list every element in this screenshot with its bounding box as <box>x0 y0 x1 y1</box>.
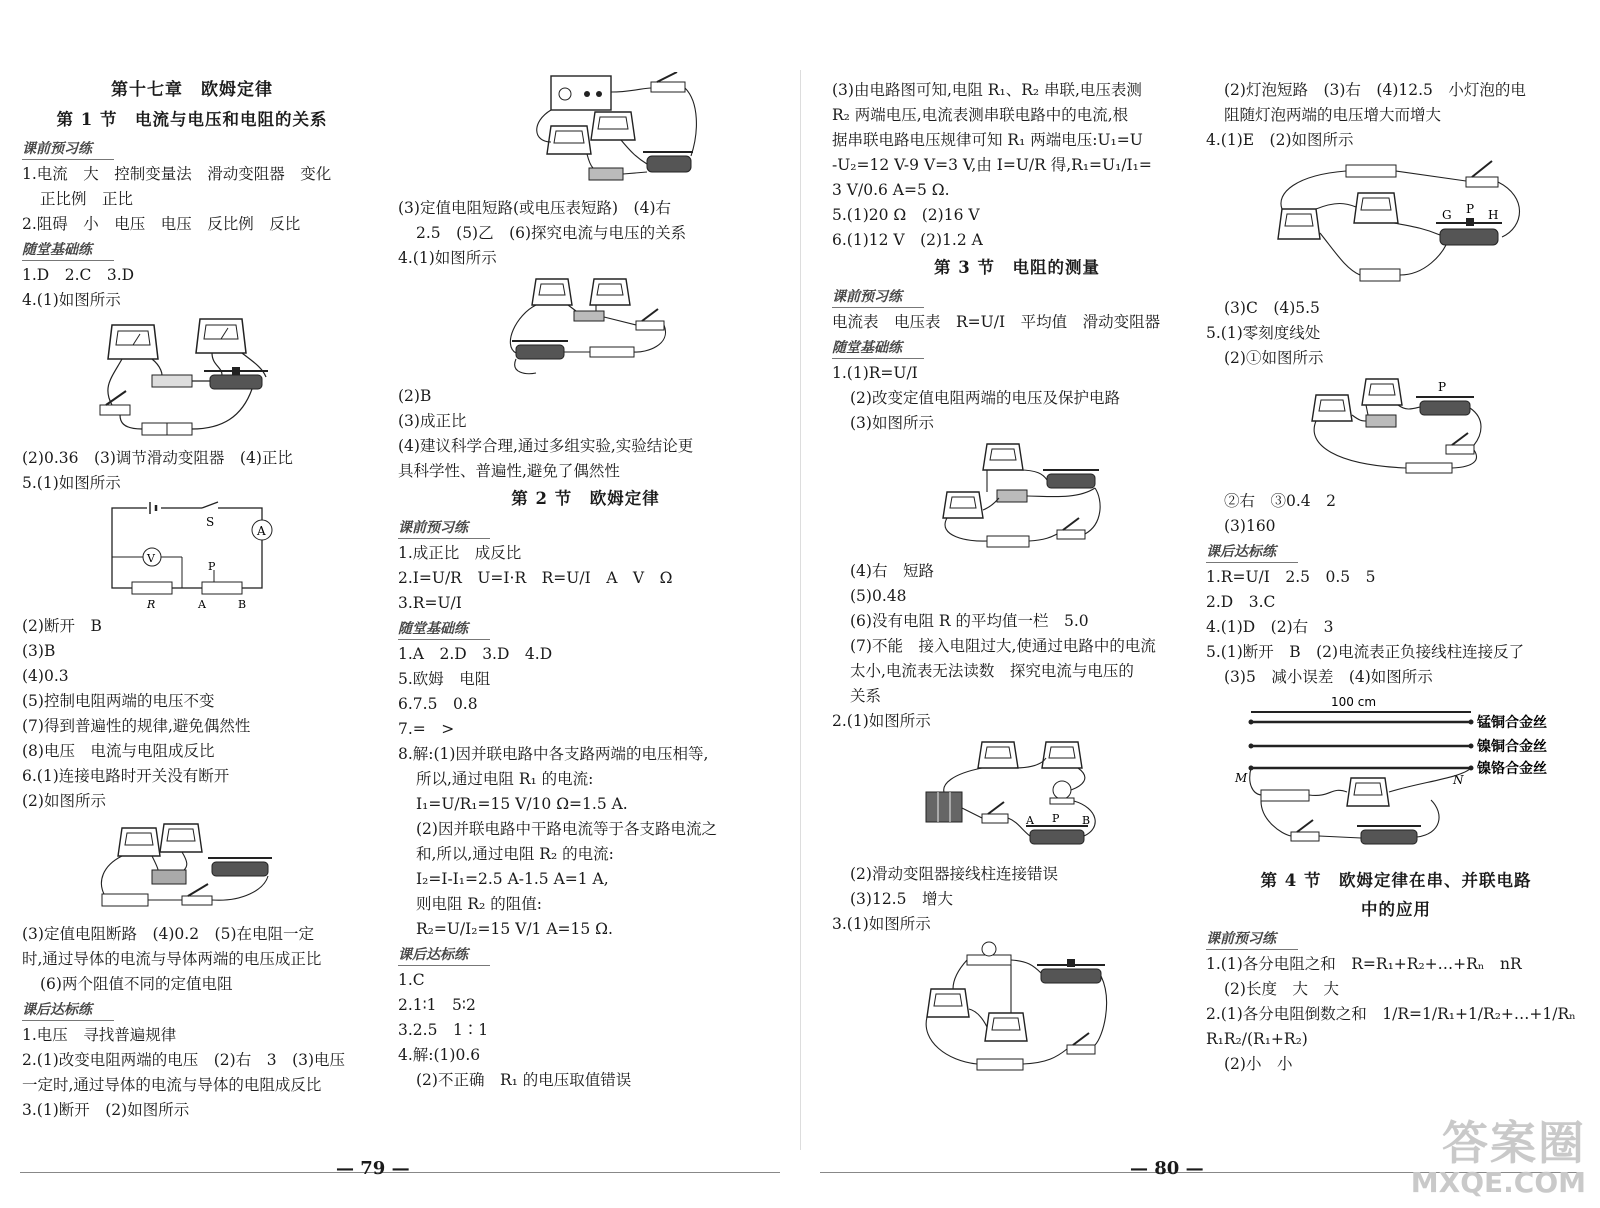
switch-icon <box>1057 518 1085 539</box>
answer-line: 8.解:(1)因并联电路中各支路两端的电压相等, <box>398 745 709 763</box>
answer-line: (2)断开 B <box>22 617 102 635</box>
answer-line: 4.(1)E (2)如图所示 <box>1206 131 1354 149</box>
terminal-a-label: A <box>1026 814 1034 827</box>
circuit-figure <box>92 317 292 442</box>
ammeter-icon <box>943 492 983 518</box>
wire3-label: 镍铬合金丝 <box>1477 761 1547 777</box>
answer-line: 则电阻 R₂ 的阻值: <box>416 895 542 913</box>
tag-after: 课后达标练 <box>22 1000 114 1021</box>
answer-line: (2)不正确 R₁ 的电压取值错误 <box>416 1071 632 1089</box>
answer-line: (6)两个阻值不同的定值电阻 <box>40 975 233 993</box>
answer-line: (2)灯泡短路 (3)右 (4)12.5 小灯泡的电 <box>1224 81 1526 99</box>
answer-line: (2)改变定值电阻两端的电压及保护电路 <box>850 389 1120 407</box>
switch-icon <box>1067 1033 1095 1054</box>
answer-line: (2)长度 大 大 <box>1224 980 1339 998</box>
column-1 <box>22 78 362 1123</box>
page-number-left: — 79 — <box>336 1158 410 1179</box>
answer-line: (2)因并联电路中干路电流等于各支路电流之 <box>416 820 717 838</box>
wire-length-label: 100 cm <box>1331 695 1377 709</box>
answer-line: 1.电压 寻找普遍规律 <box>22 1026 177 1044</box>
answer-line: (2)小 小 <box>1224 1055 1293 1073</box>
answer-line: 6.7.5 0.8 <box>398 695 478 713</box>
voltmeter-icon <box>591 112 635 140</box>
answer-line: 2.I=U/R U=I·R R=U/I A V Ω <box>398 569 673 587</box>
battery-icon <box>590 347 634 357</box>
answer-line: (5)0.48 <box>850 587 907 605</box>
answer-line: 3.(1)断开 (2)如图所示 <box>22 1101 190 1119</box>
voltmeter-icon <box>108 325 158 359</box>
switch-icon <box>636 309 664 330</box>
answer-line: 所以,通过电阻 R₁ 的电流: <box>416 770 594 788</box>
answer-line: 5.(1)零刻度线处 <box>1206 324 1321 342</box>
voltmeter-icon <box>1042 742 1082 768</box>
answer-line: 1.C <box>398 971 425 989</box>
resistor-icon <box>152 870 186 884</box>
answer-line: 4.解:(1)0.6 <box>398 1046 481 1064</box>
answer-line: 2.(1)如图所示 <box>832 712 931 730</box>
slider-label: P <box>1052 812 1060 825</box>
tag-basic: 随堂基础练 <box>22 240 114 261</box>
switch-icon <box>1446 433 1474 454</box>
ammeter-icon <box>532 279 572 305</box>
answer-line: 2.5 (5)乙 (6)探究电流与电压的关系 <box>416 224 687 242</box>
answer-line: (3)由电路图可知,电阻 R₁、R₂ 串联,电压表测 <box>832 81 1142 99</box>
battery-icon <box>977 1059 1023 1070</box>
switch-icon <box>182 884 212 905</box>
voltmeter-icon <box>1354 193 1398 223</box>
answer-line: (3)12.5 增大 <box>850 890 953 908</box>
terminal-p-label: P <box>1466 202 1475 216</box>
ammeter-symbol: A <box>257 524 266 538</box>
answer-line: R₁R₂/(R₁+R₂) <box>1206 1030 1308 1048</box>
answer-line: 1.R=U/I 2.5 0.5 5 <box>1206 568 1376 586</box>
circuit-figure <box>496 275 676 380</box>
answer-line: 1.A 2.D 3.D 4.D <box>398 645 553 663</box>
voltmeter-symbol: V <box>147 552 155 565</box>
answer-line: (4)0.3 <box>22 667 69 685</box>
answer-line: 3.2.5 1∶1 <box>398 1021 489 1039</box>
answer-line: (8)电压 电流与电阻成反比 <box>22 742 215 760</box>
voltmeter-icon <box>985 1013 1027 1041</box>
answer-line: 和,所以,通过电阻 R₂ 的电流: <box>416 845 614 863</box>
answer-line: 3.R=U/I <box>398 594 462 612</box>
answer-line: 2.(1)各分电阻倒数之和 1/R=1/R₁+1/R₂+…+1/Rₙ <box>1206 1005 1576 1023</box>
section-title-3: 第 3 节 电阻的测量 <box>934 258 1100 277</box>
tag-preview: 课前预习练 <box>1206 929 1298 950</box>
switch-icon <box>1291 820 1319 841</box>
power-supply-icon <box>551 76 611 110</box>
answer-line: R₂ 两端电压,电流表测串联电路中的电流,根 <box>832 106 1129 124</box>
battery-icon <box>142 423 192 435</box>
answer-line: 关系 <box>850 687 882 705</box>
circuit-figure <box>1266 157 1526 292</box>
section-title-4: 第 4 节 欧姆定律在串、并联电路 <box>1260 871 1532 890</box>
ammeter-icon <box>1347 778 1389 806</box>
answer-line: 5.(1)20 Ω (2)16 V <box>832 206 980 224</box>
answer-line: 5.(1)如图所示 <box>22 474 121 492</box>
terminal-g-label: G <box>1442 208 1452 222</box>
answer-line: (3)定值电阻短路(或电压表短路) (4)右 <box>398 199 672 217</box>
answer-line: 正比例 正比 <box>40 190 134 208</box>
answer-line: 1.(1)R=U/I <box>832 364 918 382</box>
tag-basic: 随堂基础练 <box>832 338 924 359</box>
tag-after: 课后达标练 <box>1206 542 1298 563</box>
rheostat-icon <box>204 367 268 389</box>
chapter-title: 第十七章 欧姆定律 <box>111 80 273 100</box>
answer-line: 1.(1)各分电阻之和 R=R₁+R₂+…+Rₙ nR <box>1206 955 1522 973</box>
switch-icon <box>1466 161 1498 187</box>
answer-line: 6.(1)12 V (2)1.2 A <box>832 231 983 249</box>
answer-line: 2.阻碍 小 电压 电压 反比例 反比 <box>22 215 301 233</box>
answer-line: 太小,电流表无法读数 探究电流与电压的 <box>850 662 1134 680</box>
answer-line: 7.= > <box>398 720 455 738</box>
answer-line: (5)控制电阻两端的电压不变 <box>22 692 215 710</box>
answer-line: (6)没有电阻 R 的平均值一栏 5.0 <box>850 612 1089 630</box>
resistor-icon <box>1360 269 1400 281</box>
battery-icon <box>1346 165 1396 177</box>
battery-icon <box>102 894 148 906</box>
tag-preview: 课前预习练 <box>832 287 924 308</box>
answer-line: I₁=U/R₁=15 V/10 Ω=1.5 A. <box>416 795 628 813</box>
rheostat-icon <box>1436 218 1502 245</box>
answer-line: (4)右 短路 <box>850 562 934 580</box>
answer-line: 2.(1)改变电阻两端的电压 (2)右 3 (3)电压 <box>22 1051 346 1069</box>
switch-icon <box>651 72 685 92</box>
battery-icon <box>926 792 962 822</box>
answer-line: (2)如图所示 <box>22 792 106 810</box>
answer-line: (3)160 <box>1224 517 1276 535</box>
wire2-label: 镍铜合金丝 <box>1477 739 1547 755</box>
ammeter-icon <box>1278 209 1320 239</box>
terminal-b-label: B <box>238 598 247 610</box>
point-m-label: M <box>1235 771 1248 785</box>
ammeter-icon <box>196 319 246 353</box>
point-n-label: N <box>1453 773 1464 787</box>
answer-line: ②右 ③0.4 2 <box>1224 492 1337 510</box>
ammeter-icon <box>547 126 591 154</box>
answer-line: 4.(1)D (2)右 3 <box>1206 618 1334 636</box>
answer-line: 1.电流 大 控制变量法 滑动变阻器 变化 <box>22 165 332 183</box>
switch-icon <box>982 802 1008 823</box>
rheostat-icon <box>208 858 272 876</box>
bulb-icon <box>1050 781 1074 804</box>
answer-line: 阻随灯泡两端的电压增大而增大 <box>1224 106 1442 124</box>
answer-line: (3)C (4)5.5 <box>1224 299 1320 317</box>
answer-line: 6.(1)连接电路时开关没有断开 <box>22 767 230 785</box>
column-3 <box>832 78 1202 1080</box>
circuit-figure <box>92 818 292 918</box>
circuit-figure <box>471 72 701 192</box>
rheostat-icon <box>643 152 693 172</box>
rheostat-icon <box>1416 397 1474 415</box>
terminal-a-label: A <box>198 598 206 610</box>
resistor-label: R <box>147 598 156 610</box>
answer-line: (2)B <box>398 387 432 405</box>
answer-line: (2)①如图所示 <box>1224 349 1324 367</box>
circuit-figure <box>927 440 1107 555</box>
answer-line: 一定时,通过导体的电流与导体的电阻成反比 <box>22 1076 322 1094</box>
tag-after: 课后达标练 <box>398 945 490 966</box>
page-gutter <box>800 70 801 1150</box>
answer-line: 2.1∶1 5∶2 <box>398 996 476 1014</box>
answer-line: 时,通过导体的电流与导体两端的电压成正比 <box>22 950 322 968</box>
slider-label: P <box>208 560 216 573</box>
battery-icon <box>987 536 1029 547</box>
answer-line: -U₂=12 V-9 V=3 V,由 I=U/R 得,R₁=U₁/I₁= <box>832 156 1152 174</box>
tag-preview: 课前预习练 <box>22 139 114 160</box>
answer-line: 3.(1)如图所示 <box>832 915 931 933</box>
section-title-2: 第 2 节 欧姆定律 <box>511 489 660 508</box>
rheostat-icon <box>1037 959 1105 983</box>
resistor-icon <box>997 490 1027 502</box>
answer-line: 1.D 2.C 3.D <box>22 266 135 284</box>
voltmeter-icon <box>1362 379 1402 405</box>
answer-line: (3)如图所示 <box>850 414 934 432</box>
voltmeter-icon <box>160 824 202 852</box>
slider-label: P <box>1438 380 1447 394</box>
answer-line: 1.成正比 成反比 <box>398 544 522 562</box>
tag-preview: 课前预习练 <box>398 518 490 539</box>
tag-basic: 随堂基础练 <box>398 619 490 640</box>
answer-line: 4.(1)如图所示 <box>22 291 121 309</box>
answer-line: 2.D 3.C <box>1206 593 1276 611</box>
answer-line: 5.欧姆 电阻 <box>398 670 491 688</box>
voltmeter-icon <box>983 444 1023 470</box>
schematic-figure <box>102 500 282 610</box>
page-number-right: — 80 — <box>1130 1158 1204 1179</box>
terminal-b-label: B <box>1082 814 1091 827</box>
answer-line: (3)B <box>22 642 56 660</box>
column-2 <box>398 78 773 1093</box>
circuit-figure <box>1296 375 1496 485</box>
answer-line: 3 V/0.6 A=5 Ω. <box>832 181 950 199</box>
answer-line: (7)得到普遍性的规律,避免偶然性 <box>22 717 251 735</box>
answer-line: 4.(1)如图所示 <box>398 249 497 267</box>
answer-line: (2)滑动变阻器接线柱连接错误 <box>850 865 1058 883</box>
answer-line: 电流表 电压表 R=U/I 平均值 滑动变阻器 <box>832 313 1161 331</box>
rheostat-icon <box>1026 826 1088 844</box>
battery-icon <box>1261 790 1309 801</box>
switch-icon <box>100 391 130 415</box>
answer-line: (3)5 减小误差 (4)如图所示 <box>1224 668 1433 686</box>
resistor-icon <box>589 168 623 180</box>
column-4 <box>1206 78 1586 1077</box>
ammeter-icon <box>927 989 969 1017</box>
ammeter-icon <box>118 828 160 856</box>
answer-line: (3)定值电阻断路 (4)0.2 (5)在电阻一定 <box>22 925 315 943</box>
resistor-icon <box>574 311 604 321</box>
battery-icon <box>1406 463 1452 473</box>
rheostat-icon <box>1357 826 1421 844</box>
ammeter-icon <box>1312 395 1352 421</box>
circuit-figure <box>917 941 1117 1076</box>
rheostat-icon <box>1043 470 1099 488</box>
answer-line: I₂=I-I₁=2.5 A-1.5 A=1 A, <box>416 870 609 888</box>
answer-line: 据串联电路电压规律可知 R₁ 两端电压:U₁=U <box>832 131 1143 149</box>
resistor-icon <box>152 375 192 387</box>
ammeter-icon <box>978 742 1018 768</box>
circuit-figure <box>922 738 1112 858</box>
watermark-url: MXQE.COM <box>1410 1166 1586 1199</box>
answer-line: (4)建议科学合理,通过多组实验,实验结论更 <box>398 437 694 455</box>
watermark <box>1411 1118 1586 1198</box>
answer-line: 具科学性、普遍性,避免了偶然性 <box>398 462 620 480</box>
section-title-4-cont: 中的应用 <box>1361 900 1431 919</box>
rheostat-icon <box>512 341 568 359</box>
wire-experiment-figure <box>1231 694 1561 864</box>
switch-label: S <box>206 515 215 529</box>
answer-line: 5.(1)断开 B (2)电流表正负接线柱连接反了 <box>1206 643 1525 661</box>
wire1-label: 锰铜合金丝 <box>1477 715 1547 731</box>
resistor-icon <box>1366 415 1396 427</box>
answer-line: (7)不能 接入电阻过大,使通过电路中的电流 <box>850 637 1156 655</box>
bulb-icon <box>967 942 1011 965</box>
terminal-h-label: H <box>1488 208 1499 222</box>
section-title-1: 第 1 节 电流与电压和电阻的关系 <box>56 110 328 129</box>
voltmeter-icon <box>590 279 630 305</box>
answer-line: (2)0.36 (3)调节滑动变阻器 (4)正比 <box>22 449 293 467</box>
watermark-title: 答案圈 <box>1442 1116 1586 1170</box>
answer-line: (3)成正比 <box>398 412 467 430</box>
answer-line: R₂=U/I₂=15 V/1 A=15 Ω. <box>416 920 613 938</box>
